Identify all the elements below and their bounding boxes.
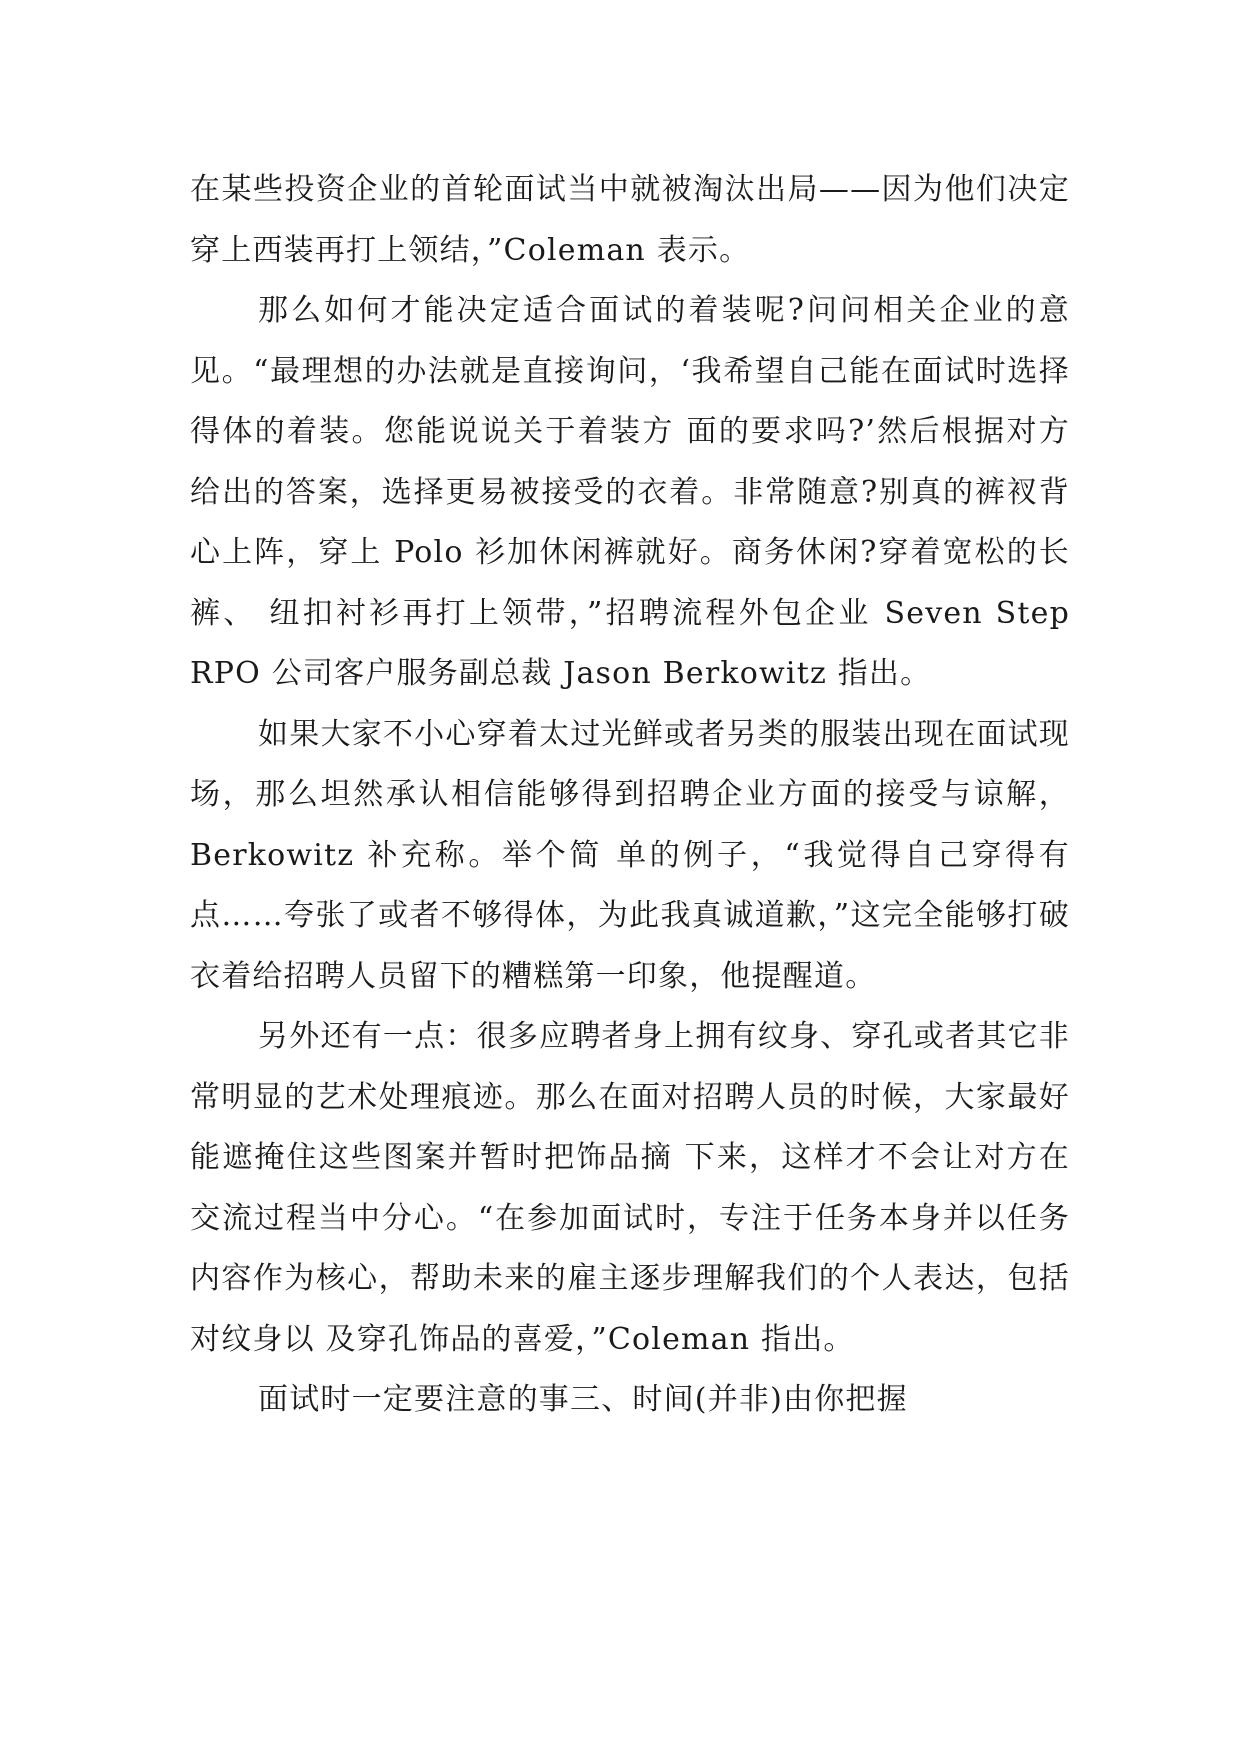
- paragraph-tattoos-piercings: 另外还有一点：很多应聘者身上拥有纹身、穿孔或者其它非常明显的艺术处理痕迹。那么在面对招聘人员的时候，大家最好能遮掩住这些图案并暂时把饰品摘 下来，这样才不会让对方在交流过程当中分心。“在参加面试时，专注于任务本身并以任务内容作为核心，帮助未来的雇主逐步理解我们的个人表达，包括对纹身以 及穿孔饰品的喜爱，”Coleman 指出。: [190, 1019, 1070, 1357]
- paragraph-continuation: 在某些投资企业的首轮面试当中就被淘汰出局——因为他们决定穿上西装再打上领结，”Coleman 表示。: [190, 172, 1070, 268]
- document-body: [190, 160, 1070, 1431]
- section-heading: 面试时一定要注意的事三、时间(并非)由你把握: [258, 1382, 908, 1417]
- paragraph-dress-code-advice: 那么如何才能决定适合面试的着装呢?问问相关企业的意见。“最理想的办法就是直接询问，‘我希望自己能在面试时选择得体的着装。您能说说关于着装方 面的要求吗?’然后根据对方给出的答案，选择更易被接受的衣着。非常随意?别真的裤衩背心上阵，穿上 Polo 衫加休闲裤就好。商务休闲?穿着宽松的长裤、 纽扣衬衫再打上领带，”招聘流程外包企业 Seven Step RPO 公司客户服务副总裁 Jason Berkowitz 指出。: [190, 293, 1070, 691]
- paragraph-admit-mistake: 如果大家不小心穿着太过光鲜或者另类的服装出现在面试现场，那么坦然承认相信能够得到招聘企业方面的接受与谅解，Berkowitz 补充称。举个简 单的例子，“我觉得自己穿得有点……夸张了或者不够得体，为此我真诚道歉，”这完全能够打破衣着给招聘人员留下的糟糕第一印象，他提醒道。: [190, 716, 1070, 994]
